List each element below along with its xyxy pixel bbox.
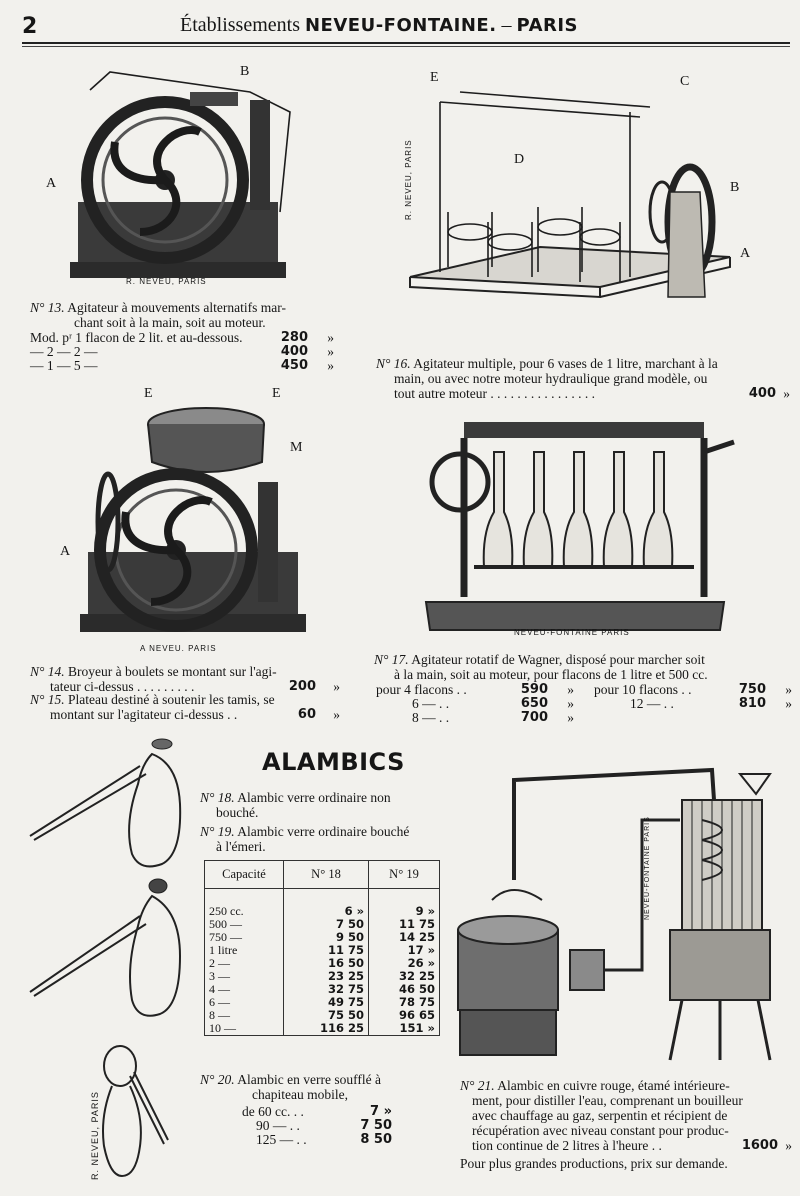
item-15-text-line2: montant sur l'agitateur ci-dessus . . <box>50 707 238 722</box>
page-number: 2 <box>22 14 38 39</box>
item-20-row-label: de 60 cc. . . <box>242 1104 304 1119</box>
item-13-price-row <box>30 330 334 345</box>
table-cell: 14 25 <box>369 931 440 944</box>
item-21-text-line4: récupération avec niveau constant pour produc- <box>472 1123 729 1138</box>
item-17-row-label: 6 — . . <box>412 696 450 711</box>
item-17-row-currency: » <box>567 696 574 711</box>
item-16-text-line1: Agitateur multiple, pour 6 vases de 1 litre, marchant à la <box>413 356 718 371</box>
item-16-price: 400 <box>748 386 776 401</box>
fig16-letter-c: C <box>680 74 690 89</box>
table-cell: 500 — <box>205 918 284 931</box>
item-13-price-row <box>30 344 334 359</box>
item-13-row-price: 400 <box>280 344 308 359</box>
table-row <box>205 1022 440 1036</box>
item-20-price-row <box>242 1132 392 1147</box>
item-17-text-line2: à la main, soit au moteur, pour flacons de 1 litre et 500 cc. <box>394 667 708 682</box>
header-rule <box>22 42 790 44</box>
item-21-number: N° 21. <box>460 1078 495 1093</box>
fig13-letter-b: B <box>240 64 250 79</box>
table-header-capacity: Capacité <box>205 861 284 889</box>
table-header-n19: N° 19 <box>369 861 440 889</box>
item-17-row-currency: » <box>785 682 792 697</box>
item-13-number: N° 13. <box>30 300 65 315</box>
item-17-row-label: 8 — . . <box>412 710 450 725</box>
item-18-text-line1: Alambic verre ordinaire non <box>237 790 391 805</box>
item-19-number: N° 19. <box>200 824 235 839</box>
table-header-row <box>205 861 440 889</box>
table-cell: 6 » <box>284 905 369 918</box>
table-cell: 11 75 <box>284 944 369 957</box>
table-header-n18: N° 18 <box>284 861 369 889</box>
table-cell: 32 25 <box>369 970 440 983</box>
item-17-row-price: 810 <box>738 696 766 711</box>
item-17-row-label: 12 — . . <box>630 696 674 711</box>
item-13-row-price: 280 <box>280 330 308 345</box>
item-21-footer: Pour plus grandes productions, prix sur demande. <box>460 1156 728 1171</box>
figure-17-wagner-agitator-illustration <box>424 412 754 642</box>
table-cell: 17 » <box>369 944 440 957</box>
item-15-currency: » <box>333 707 340 722</box>
item-15-number: N° 15. <box>30 692 65 707</box>
table-cell: 9 » <box>369 905 440 918</box>
fig16-letter-d: D <box>514 152 525 167</box>
table-cell: 1 litre <box>205 944 284 957</box>
item-17-row-label: pour 4 flacons . . <box>376 682 467 697</box>
header-prefix: Établissements <box>180 14 300 36</box>
item-13-row-label: — 1 — 5 — <box>30 358 98 373</box>
item-13-row-price: 450 <box>280 358 308 373</box>
table-cell: 2 — <box>205 957 284 970</box>
item-17-row-price: 590 <box>520 682 548 697</box>
table-cell: 32 75 <box>284 983 369 996</box>
table-cell: 6 — <box>205 996 284 1009</box>
fig14-letter-a: A <box>60 544 71 559</box>
page-header <box>180 14 578 37</box>
item-20-price-row <box>242 1104 392 1119</box>
figure-19-glass-alembic-illustration <box>28 876 198 1026</box>
header-city: PARIS <box>516 15 579 36</box>
table-cell: 116 25 <box>284 1022 369 1036</box>
item-13-text-line2: chant soit à la main, soit au moteur. <box>74 315 266 330</box>
fig16-letter-e: E <box>430 70 439 85</box>
item-21-text-line1: Alambic en cuivre rouge, étamé intérieure- <box>497 1078 730 1093</box>
item-20-price-row <box>242 1118 392 1133</box>
item-20-description <box>200 1072 450 1102</box>
item-21-text-line3: avec chauffage au gaz, serpentin et récipient de <box>472 1108 728 1123</box>
item-20-number: N° 20. <box>200 1072 235 1087</box>
table-row <box>205 944 440 957</box>
table-cell: 4 — <box>205 983 284 996</box>
table-cell: 23 25 <box>284 970 369 983</box>
fig20-maker-label: R. NEVEU, PARIS <box>90 1091 100 1180</box>
alembic-price-table <box>204 860 440 1036</box>
item-18-description <box>200 790 460 820</box>
fig13-letter-a: A <box>46 176 57 191</box>
item-14-number: N° 14. <box>30 664 65 679</box>
item-16-text-line3: tout autre moteur . . . . . . . . . . . . . . . . <box>394 386 595 401</box>
item-17-row-price: 750 <box>738 682 766 697</box>
item-14-price: 200 <box>288 679 316 694</box>
fig21-maker-label: NEVEU-FONTAINE PARIS <box>644 816 651 920</box>
item-15-price: 60 <box>297 707 316 722</box>
fig14-letter-e: E <box>144 386 153 401</box>
fig16-letter-a: A <box>740 246 751 261</box>
item-17-price-row <box>594 696 792 711</box>
figure-21-copper-still-illustration <box>452 760 784 1070</box>
figure-20-blown-glass-alembic-illustration <box>90 1036 170 1186</box>
table-cell: 151 » <box>369 1022 440 1036</box>
item-21-text-line2: ment, pour distiller l'eau, comprenant un bouilleur <box>472 1093 743 1108</box>
table-cell: 3 — <box>205 970 284 983</box>
table-cell: 16 50 <box>284 957 369 970</box>
item-20-text-line2: chapiteau mobile, <box>252 1087 348 1102</box>
item-19-text-line2: à l'émeri. <box>216 839 266 854</box>
item-21-description <box>460 1078 792 1171</box>
item-14-text-line2: tateur ci-dessus . . . . . . . . . <box>50 679 195 694</box>
item-17-row-label: pour 10 flacons . . <box>594 682 692 697</box>
item-17-number: N° 17. <box>374 652 409 667</box>
item-18-number: N° 18. <box>200 790 235 805</box>
item-17-price-row <box>376 682 574 697</box>
item-20-text-line1: Alambic en verre soufflé à <box>237 1072 381 1087</box>
header-brand: NEVEU-FONTAINE. <box>304 15 497 36</box>
item-19-description <box>200 824 460 854</box>
item-21-currency: » <box>785 1138 792 1153</box>
table-cell: 10 — <box>205 1022 284 1036</box>
item-13-text-line1: Agitateur à mouvements alternatifs mar- <box>67 300 286 315</box>
item-17-price-row <box>376 696 574 711</box>
item-17-row-price: 650 <box>520 696 548 711</box>
item-15-description <box>30 692 340 722</box>
item-17-row-currency: » <box>785 696 792 711</box>
item-16-number: N° 16. <box>376 356 411 371</box>
table-cell: 250 cc. <box>205 905 284 918</box>
fig14-letter-m: M <box>290 440 303 455</box>
item-13-price-row <box>30 358 334 373</box>
item-20-row-price: 8 50 <box>360 1132 392 1147</box>
table-cell: 8 — <box>205 1009 284 1022</box>
item-20-row-price: 7 50 <box>360 1118 392 1133</box>
item-17-price-row <box>594 682 792 697</box>
item-14-currency: » <box>333 679 340 694</box>
header-rule-thin <box>22 46 790 47</box>
item-14-description <box>30 664 340 694</box>
item-17-description <box>374 652 792 682</box>
item-18-text-line2: bouché. <box>216 805 259 820</box>
item-17-row-currency: » <box>567 710 574 725</box>
item-15-text-line1: Plateau destiné à soutenir les tamis, se <box>68 692 275 707</box>
item-20-row-price: 7 » <box>370 1104 392 1119</box>
section-title-alambics: ALAMBICS <box>262 748 405 776</box>
item-13-row-currency: » <box>327 344 334 359</box>
figure-16-multiple-agitator-illustration <box>400 72 780 347</box>
fig13-maker-label: R. NEVEU, PARIS <box>126 277 207 286</box>
table-cell: 26 » <box>369 957 440 970</box>
figure-14-ball-mill-illustration <box>36 382 326 652</box>
table-cell: 96 65 <box>369 1009 440 1022</box>
item-17-row-price: 700 <box>520 710 548 725</box>
table-cell: 75 50 <box>284 1009 369 1022</box>
fig16-letter-b: B <box>730 180 740 195</box>
item-16-text-line2: main, ou avec notre moteur hydraulique grand modèle, ou <box>394 371 708 386</box>
table-cell: 49 75 <box>284 996 369 1009</box>
figure-18-glass-alembic-illustration <box>28 734 198 874</box>
item-13-row-currency: » <box>327 330 334 345</box>
table-cell: 46 50 <box>369 983 440 996</box>
table-cell: 9 50 <box>284 931 369 944</box>
table-cell: 78 75 <box>369 996 440 1009</box>
table-cell: 750 — <box>205 931 284 944</box>
item-19-text-line1: Alambic verre ordinaire bouché <box>237 824 410 839</box>
item-16-currency: » <box>783 386 790 401</box>
item-20-row-label: 125 — . . <box>256 1132 307 1147</box>
figure-13-agitator-illustration <box>30 62 330 292</box>
item-13-row-label: — 2 — 2 — <box>30 344 98 359</box>
item-17-text-line1: Agitateur rotatif de Wagner, disposé pour marcher soit <box>411 652 705 667</box>
table-row <box>205 931 440 944</box>
fig14-letter-e: E <box>272 386 281 401</box>
table-cell: 11 75 <box>369 918 440 931</box>
table-cell: 7 50 <box>284 918 369 931</box>
item-17-price-row <box>376 710 574 725</box>
fig14-maker-label: A NEVEU. PARIS <box>140 644 217 653</box>
item-13-description <box>30 300 340 330</box>
item-13-row-label: Mod. pʳ 1 flacon de 2 lit. et au-dessous. <box>30 330 243 345</box>
item-13-row-currency: » <box>327 358 334 373</box>
fig16-maker-label: R. NEVEU, PARIS <box>404 139 413 220</box>
item-16-description <box>376 356 790 401</box>
item-21-text-line5: tion continue de 2 litres à l'heure . . <box>472 1138 662 1153</box>
header-sep: – <box>501 14 512 36</box>
item-20-row-label: 90 — . . <box>256 1118 300 1133</box>
item-14-text-line1: Broyeur à boulets se montant sur l'agi- <box>68 664 277 679</box>
item-21-price: 1600 <box>741 1138 778 1153</box>
item-17-row-currency: » <box>567 682 574 697</box>
fig17-maker-label: NEVEU-FONTAINE PARIS <box>514 628 630 637</box>
